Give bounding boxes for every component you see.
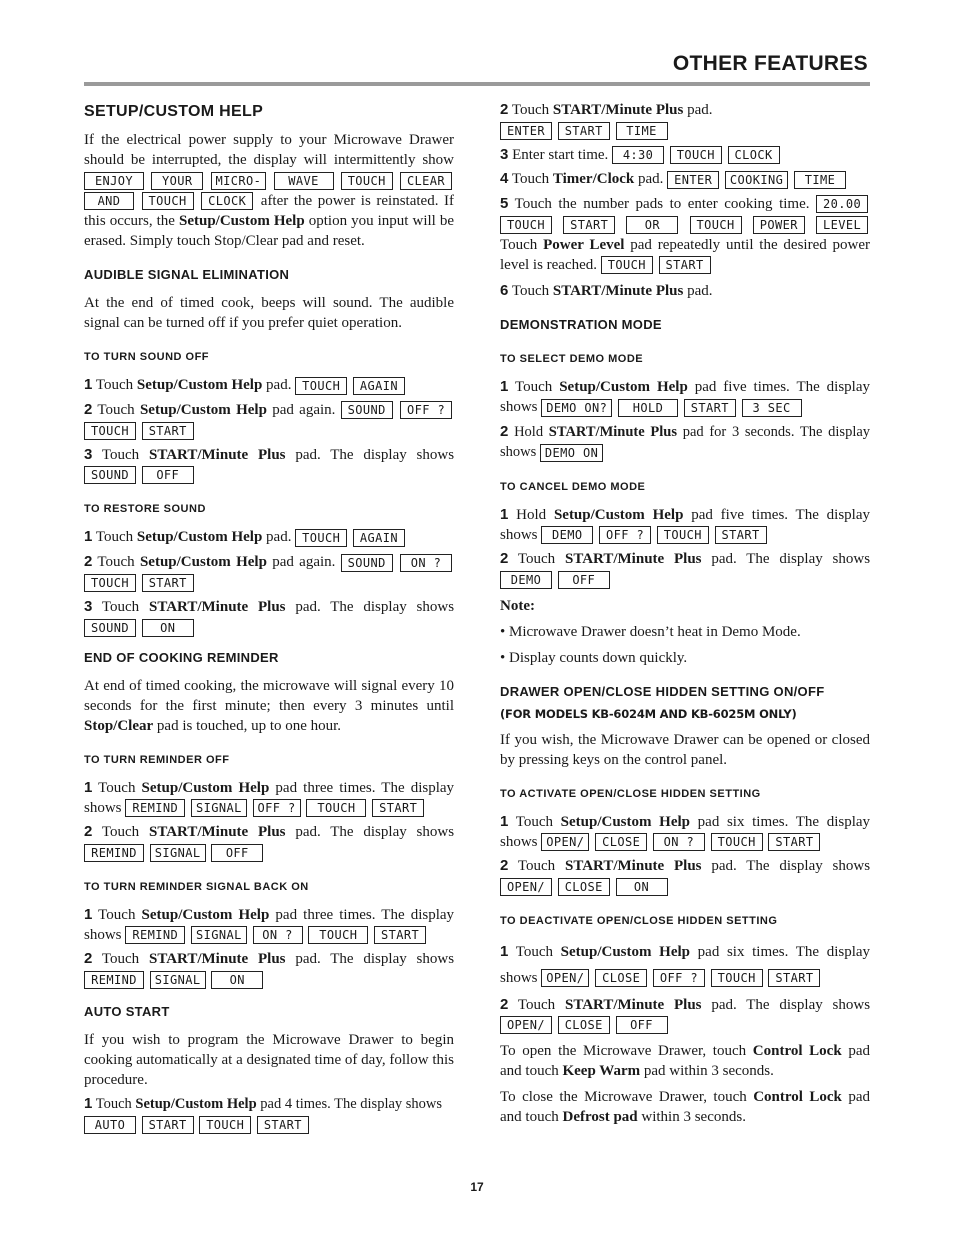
step bbox=[500, 812, 870, 853]
lcd-word: SIGNAL bbox=[191, 926, 247, 944]
step-number: 1 bbox=[500, 505, 509, 523]
heading-demonstration-mode: DEMONSTRATION MODE bbox=[500, 317, 662, 333]
text-bold: Setup/Custom Help bbox=[139, 401, 267, 418]
heading-reminder-off: TO TURN REMINDER OFF bbox=[84, 753, 230, 766]
note-item: • Microwave Drawer doesn’t heat in Demo Mode. bbox=[500, 623, 801, 640]
lcd-word: SOUND bbox=[341, 554, 393, 572]
text: Touch bbox=[98, 906, 136, 923]
left-column bbox=[84, 100, 454, 1135]
lcd-word: ON ? bbox=[400, 554, 452, 572]
header-rule bbox=[84, 82, 870, 86]
text: Touch bbox=[517, 551, 556, 568]
text: pad. The display shows bbox=[711, 858, 871, 875]
text-bold: Setup/Custom Help bbox=[136, 377, 263, 394]
heading-reminder-back-on: TO TURN REMINDER SIGNAL BACK ON bbox=[84, 880, 309, 893]
lcd-word: 20.00 bbox=[816, 195, 868, 213]
lcd-word: OFF ? bbox=[653, 969, 705, 987]
lcd-word: CLOSE bbox=[558, 878, 610, 896]
step bbox=[500, 856, 870, 897]
text: Touch bbox=[515, 943, 553, 960]
step bbox=[84, 949, 454, 990]
lcd-word: DEMO ON? bbox=[541, 399, 612, 417]
text-bold: Setup/Custom Help bbox=[560, 943, 690, 960]
step bbox=[84, 1094, 454, 1135]
lcd-word: COOKING bbox=[725, 171, 788, 189]
text-bold: START/Minute Plus bbox=[148, 951, 286, 968]
step bbox=[84, 400, 454, 441]
heading-activate-hidden: TO ACTIVATE OPEN/CLOSE HIDDEN SETTING bbox=[500, 787, 761, 800]
lcd-word: START bbox=[558, 122, 610, 140]
text: Touch bbox=[515, 379, 553, 396]
text: pad. The display shows bbox=[711, 551, 871, 568]
lcd-word: POWER bbox=[753, 216, 805, 234]
lcd-word: CLOCK bbox=[201, 192, 253, 210]
text: pad. The display shows bbox=[295, 446, 455, 463]
text: To open the Microwave Drawer, touch bbox=[500, 1043, 747, 1060]
lcd-word: ON ? bbox=[653, 833, 705, 851]
text: If the electrical power supply to your Microwave Drawer should be interrupted, the display will intermittently show bbox=[84, 132, 454, 168]
text-bold: Setup/Custom Help bbox=[559, 379, 688, 396]
text: pad and touch bbox=[500, 1043, 870, 1080]
lcd-word: AGAIN bbox=[353, 529, 405, 547]
text-bold: START/Minute Plus bbox=[148, 599, 286, 616]
lcd-word: ENTER bbox=[500, 122, 552, 140]
lcd-word: DEMO bbox=[541, 526, 593, 544]
text: pad. The display shows bbox=[295, 824, 455, 841]
step-number: 1 bbox=[84, 905, 93, 923]
text-bold: START/Minute Plus bbox=[552, 283, 684, 300]
lcd-word: TOUCH bbox=[670, 146, 722, 164]
text: pad three times. The display shows bbox=[84, 779, 455, 816]
lcd-word: START bbox=[142, 574, 194, 592]
lcd-word: LEVEL bbox=[816, 216, 868, 234]
step-number: 2 bbox=[84, 950, 93, 968]
lcd-word: TOUCH bbox=[295, 529, 347, 547]
step bbox=[84, 822, 454, 863]
lcd-word: START bbox=[768, 833, 820, 851]
page-title: OTHER FEATURES bbox=[672, 52, 868, 75]
step bbox=[84, 552, 454, 593]
lcd-word: OFF bbox=[142, 466, 194, 484]
lcd-word: OPEN/ bbox=[500, 1016, 552, 1034]
lcd-word: START bbox=[563, 216, 615, 234]
lcd-word: OFF ? bbox=[253, 799, 301, 817]
text-bold: Timer/Clock bbox=[552, 171, 635, 188]
text-bold: START/Minute Plus bbox=[552, 102, 684, 118]
lcd-word: OFF bbox=[558, 571, 610, 589]
lcd-word: OFF bbox=[211, 844, 263, 862]
lcd-word: TOUCH bbox=[84, 422, 136, 440]
step bbox=[84, 527, 454, 548]
lcd-word: SIGNAL bbox=[150, 844, 206, 862]
text-bold: Control Lock bbox=[752, 1043, 842, 1060]
step-number: 1 bbox=[500, 812, 509, 830]
lcd-word: ENJOY bbox=[84, 172, 144, 190]
note-item: • Display counts down quickly. bbox=[500, 649, 688, 666]
lcd-word: SOUND bbox=[84, 466, 136, 484]
text: pad. bbox=[687, 283, 713, 300]
lcd-word: REMIND bbox=[125, 799, 185, 817]
lcd-word: CLOCK bbox=[728, 146, 780, 164]
lcd-word: OPEN/ bbox=[541, 833, 589, 851]
step-number: 1 bbox=[84, 1094, 93, 1112]
text-bold: Setup/Custom Help bbox=[141, 779, 270, 796]
lcd-word: WAVE bbox=[274, 172, 334, 190]
step bbox=[500, 995, 870, 1036]
lcd-word: START bbox=[142, 1116, 194, 1134]
lcd-word: TOUCH bbox=[142, 192, 194, 210]
reminder-paragraph bbox=[84, 676, 454, 736]
lcd-word: TOUCH bbox=[84, 574, 136, 592]
text: pad again. bbox=[272, 401, 336, 418]
lcd-word: REMIND bbox=[84, 844, 144, 862]
text: pad within 3 seconds. bbox=[643, 1063, 774, 1080]
text: pad again. bbox=[272, 553, 336, 570]
heading-auto-start: AUTO START bbox=[84, 1003, 170, 1019]
text: Touch the number pads to enter cooking time. bbox=[514, 195, 810, 212]
lcd-word: SIGNAL bbox=[191, 799, 247, 817]
lcd-word: TOUCH bbox=[341, 172, 393, 190]
step-number: 2 bbox=[500, 995, 509, 1013]
step-number: 2 bbox=[500, 101, 509, 118]
lcd-word: AND bbox=[84, 192, 134, 210]
lcd-word: OFF ? bbox=[400, 401, 452, 419]
lcd-word: CLOSE bbox=[558, 1016, 610, 1034]
step bbox=[500, 549, 870, 590]
step-number: 2 bbox=[500, 857, 509, 875]
lcd-word: TOUCH bbox=[657, 526, 709, 544]
text-bold: START/Minute Plus bbox=[564, 858, 702, 875]
text: pad repeatedly until the desired power level is reached. bbox=[500, 236, 871, 273]
heading-drawer-open-close: DRAWER OPEN/CLOSE HIDDEN SETTING ON/OFF bbox=[500, 683, 825, 699]
lcd-word: START bbox=[715, 526, 767, 544]
lcd-word: CLOSE bbox=[595, 969, 647, 987]
text-bold: START/Minute Plus bbox=[564, 551, 702, 568]
lcd-word: START bbox=[768, 969, 820, 987]
step bbox=[500, 194, 870, 276]
text-bold: START/Minute Plus bbox=[148, 446, 286, 463]
right-column bbox=[500, 100, 870, 1127]
lcd-word: OFF bbox=[616, 1016, 668, 1034]
text: To close the Microwave Drawer, touch bbox=[500, 1089, 747, 1106]
text: Touch bbox=[101, 951, 140, 968]
lcd-word: ON bbox=[142, 619, 194, 637]
text: Touch bbox=[101, 599, 140, 616]
text: pad six times. The display shows bbox=[500, 943, 871, 986]
step-number: 2 bbox=[84, 823, 93, 841]
lcd-word: OR bbox=[626, 216, 678, 234]
text: Touch bbox=[101, 446, 140, 463]
page-number: 17 bbox=[470, 1180, 484, 1194]
text: Touch bbox=[101, 824, 140, 841]
step bbox=[84, 905, 454, 946]
step bbox=[500, 505, 870, 546]
lcd-word: TOUCH bbox=[601, 256, 653, 274]
text: pad. bbox=[638, 171, 664, 188]
text: pad. bbox=[266, 377, 292, 394]
lcd-word: ON bbox=[616, 878, 668, 896]
lcd-word: TOUCH bbox=[295, 377, 347, 395]
lcd-word: CLOSE bbox=[595, 833, 647, 851]
text: Touch bbox=[95, 1095, 132, 1112]
lcd-word: TOUCH bbox=[199, 1116, 251, 1134]
text: Touch bbox=[511, 283, 550, 300]
step bbox=[84, 445, 454, 486]
lcd-word: TOUCH bbox=[711, 969, 763, 987]
lcd-word: TIME bbox=[794, 171, 846, 189]
text: pad. The display shows bbox=[295, 951, 455, 968]
lcd-word: SOUND bbox=[341, 401, 393, 419]
auto-start-paragraph: If you wish to program the Microwave Drawer to begin cooking automatically at a designated time of day, follow this procedure. bbox=[84, 1031, 454, 1088]
text: pad. The display shows bbox=[711, 996, 871, 1013]
text-bold: Setup/Custom Help bbox=[553, 506, 684, 523]
lcd-word: DEMO ON bbox=[540, 444, 603, 462]
lcd-word: TOUCH bbox=[690, 216, 742, 234]
text-bold: Setup/Custom Help bbox=[136, 529, 263, 546]
heading-sound-off: TO TURN SOUND OFF bbox=[84, 351, 210, 364]
heading-cancel-demo: TO CANCEL DEMO MODE bbox=[500, 480, 646, 493]
lcd-word: TOUCH bbox=[306, 799, 366, 817]
open-drawer-paragraph bbox=[500, 1041, 870, 1081]
lcd-word: OPEN/ bbox=[541, 969, 589, 987]
lcd-word: TOUCH bbox=[308, 926, 368, 944]
text-bold: Defrost pad bbox=[562, 1109, 638, 1126]
step-number: 2 bbox=[84, 400, 93, 418]
text: pad and touch bbox=[500, 1089, 871, 1126]
lcd-word: ON ? bbox=[253, 926, 303, 944]
text: pad. The display shows bbox=[295, 599, 455, 616]
text-bold: START/Minute Plus bbox=[564, 996, 702, 1013]
step-number: 2 bbox=[500, 422, 509, 440]
text-bold: Power Level bbox=[543, 236, 625, 253]
step-number: 2 bbox=[84, 552, 93, 570]
step-number: 2 bbox=[500, 550, 509, 568]
close-drawer-paragraph bbox=[500, 1087, 870, 1127]
text: within 3 seconds. bbox=[641, 1109, 746, 1126]
lcd-word: CLEAR bbox=[400, 172, 452, 190]
step bbox=[84, 375, 454, 396]
lcd-word: MICRO- bbox=[211, 172, 267, 190]
lcd-word: YOUR bbox=[151, 172, 203, 190]
step-number: 6 bbox=[500, 282, 509, 300]
step-number: 1 bbox=[500, 378, 509, 396]
heading-restore-sound: TO RESTORE SOUND bbox=[84, 503, 206, 516]
lcd-word: HOLD bbox=[618, 399, 678, 417]
lcd-word: START bbox=[374, 926, 426, 944]
lcd-word: 4:30 bbox=[612, 146, 664, 164]
step-number: 1 bbox=[500, 942, 509, 960]
step-number: 3 bbox=[500, 145, 509, 163]
text-bold: Setup/Custom Help bbox=[560, 813, 690, 830]
lcd-word: TIME bbox=[616, 122, 668, 140]
text-bold: Keep Warm bbox=[562, 1063, 641, 1080]
lcd-word: OPEN/ bbox=[500, 878, 552, 896]
step-number: 1 bbox=[84, 528, 93, 546]
text: pad is touched, up to one hour. bbox=[156, 717, 342, 734]
step-number: 4 bbox=[500, 170, 509, 188]
step-number: 5 bbox=[500, 194, 509, 212]
step bbox=[500, 145, 870, 166]
lcd-word: START bbox=[684, 399, 736, 417]
heading-setup-custom-help: SETUP/CUSTOM HELP bbox=[84, 103, 264, 120]
text-bold: Setup/Custom Help bbox=[135, 1095, 257, 1112]
lcd-word: SOUND bbox=[84, 619, 136, 637]
text: pad. bbox=[687, 102, 713, 118]
heading-deactivate-hidden: TO DEACTIVATE OPEN/CLOSE HIDDEN SETTING bbox=[500, 914, 778, 927]
step bbox=[500, 281, 870, 301]
text-bold: Note: bbox=[500, 597, 535, 614]
text: Touch bbox=[500, 236, 538, 253]
text-bold: Setup/Custom Help bbox=[141, 906, 270, 923]
text: Enter start time. bbox=[512, 146, 609, 163]
note-label bbox=[500, 596, 870, 616]
lcd-word: REMIND bbox=[84, 971, 144, 989]
text-bold: START/Minute Plus bbox=[548, 423, 677, 440]
text: pad five times. The display shows bbox=[500, 506, 871, 543]
lcd-word: 3 SEC bbox=[742, 399, 802, 417]
text-bold: Stop/Clear bbox=[84, 717, 154, 734]
text: At end of timed cooking, the microwave will signal every 10 seconds for the first minute; then every 3 minutes until bbox=[84, 677, 454, 714]
step-number: 1 bbox=[84, 778, 93, 796]
lcd-word: START bbox=[659, 256, 711, 274]
lcd-word: AGAIN bbox=[353, 377, 405, 395]
text: pad five times. The display shows bbox=[500, 379, 871, 416]
text-bold: START/Minute Plus bbox=[148, 824, 286, 841]
text: pad for 3 seconds. The display shows bbox=[500, 423, 871, 460]
text: Hold bbox=[516, 506, 547, 523]
text: Touch bbox=[511, 171, 550, 188]
step bbox=[500, 377, 870, 418]
step-number: 1 bbox=[84, 376, 93, 394]
text: Touch bbox=[95, 529, 134, 546]
step bbox=[84, 778, 454, 819]
text: pad 4 times. The display shows bbox=[260, 1095, 443, 1112]
text-bold: Setup/Custom Help bbox=[178, 213, 305, 230]
step bbox=[84, 597, 454, 638]
text: option you input will be erased. Simply touch Stop/Clear pad and reset. bbox=[84, 213, 455, 250]
text: Hold bbox=[514, 423, 544, 440]
text: pad six times. The display shows bbox=[500, 813, 871, 850]
step bbox=[500, 169, 870, 190]
setup-paragraph bbox=[84, 130, 454, 251]
step bbox=[500, 100, 870, 141]
text-bold: Setup/Custom Help bbox=[139, 553, 267, 570]
lcd-word: DEMO bbox=[500, 571, 552, 589]
text: Touch bbox=[98, 779, 136, 796]
heading-select-demo: TO SELECT DEMO MODE bbox=[500, 353, 644, 366]
text: Touch bbox=[97, 553, 135, 570]
lcd-word: ON bbox=[211, 971, 263, 989]
text: pad. bbox=[266, 529, 292, 546]
lcd-word: ENTER bbox=[667, 171, 719, 189]
text: Touch bbox=[95, 377, 134, 394]
text: Touch bbox=[517, 996, 556, 1013]
text: Touch bbox=[97, 401, 135, 418]
text-bold: Control Lock bbox=[753, 1089, 842, 1106]
step-number: 3 bbox=[84, 445, 93, 463]
step bbox=[500, 939, 870, 991]
text: Touch bbox=[515, 813, 553, 830]
lcd-word: SIGNAL bbox=[150, 971, 206, 989]
step-number: 3 bbox=[84, 598, 93, 616]
heading-audible-signal: AUDIBLE SIGNAL ELIMINATION bbox=[84, 267, 290, 283]
text: after the power is reinstated. If this occurs, the bbox=[84, 192, 455, 230]
lcd-word: OFF ? bbox=[599, 526, 651, 544]
lcd-word: TOUCH bbox=[711, 833, 763, 851]
step bbox=[500, 422, 870, 463]
lcd-word: START bbox=[257, 1116, 309, 1134]
drawer-paragraph: If you wish, the Microwave Drawer can be opened or closed by pressing keys on the control panel. bbox=[500, 731, 870, 768]
lcd-word: START bbox=[372, 799, 424, 817]
text: Touch bbox=[511, 102, 550, 118]
text: Touch bbox=[517, 858, 556, 875]
audible-paragraph: At the end of timed cook, beeps will sound. The audible signal can be turned off if you prefer quiet operation. bbox=[84, 295, 454, 332]
heading-end-of-cooking-reminder: END OF COOKING REMINDER bbox=[84, 649, 279, 665]
lcd-word: REMIND bbox=[125, 926, 185, 944]
lcd-word: START bbox=[142, 422, 194, 440]
lcd-word: TOUCH bbox=[500, 216, 552, 234]
text: pad three times. The display shows bbox=[84, 906, 455, 943]
lcd-word: AUTO bbox=[84, 1116, 136, 1134]
heading-drawer-models: (FOR MODELS KB-6024M AND KB-6025M ONLY) bbox=[500, 706, 797, 721]
